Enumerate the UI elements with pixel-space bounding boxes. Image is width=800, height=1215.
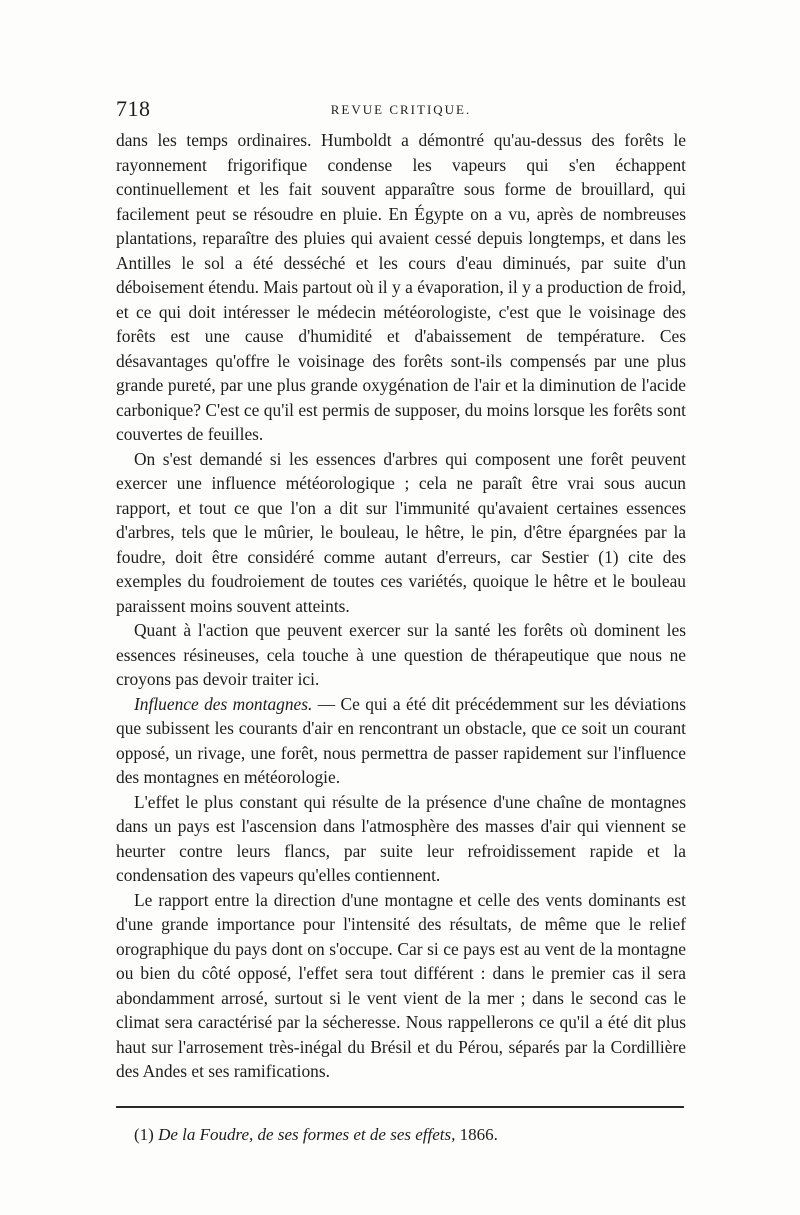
footnote-title: De la Foudre, de ses formes et de ses effets,: [158, 1125, 456, 1144]
paragraph: On s'est demandé si les essences d'arbres qui composent une forêt peuvent exercer une influence météorologique ; cela ne paraît être vrai sous aucun rapport, et tout ce que l'on a dit sur l'immunité qu'avaient certaines essences d'arbres, tels que le mûrier, le bouleau, le hêtre, le pin, d'être épargnées par la foudre, doit être considéré comme autant d'erreurs, car Sestier (1) cite des exemples du foudroiement de toutes ces variétés, quoique le hêtre et le bouleau paraissent moins souvent atteints.: [116, 448, 686, 616]
footnote-divider: [116, 1106, 684, 1108]
footnote-marker: (1): [134, 1125, 154, 1144]
body-text: [116, 128, 686, 1084]
paragraph-text: — Ce qui a été dit précédemment sur les déviations que subissent les courants d'air en rencontrant un obstacle, que ce soit un courant opposé, un rivage, une forêt, nous permettra de passer rapidement sur l'influence des montagnes en météorologie.: [116, 693, 686, 787]
paragraph: Quant à l'action que peuvent exercer sur la santé les forêts où dominent les essences résineuses, cela touche à une question de thérapeutique que nous ne croyons pas devoir traiter ici.: [116, 620, 686, 689]
page-number: 718: [116, 96, 151, 121]
paragraph: Le rapport entre la direction d'une montagne et celle des vents dominants est d'une grande importance pour l'intensité des résultats, de même que le relief orographique du pays dont on s'occupe. Car si ce pays est au vent de la montagne ou bien du côté opposé, l'effet sera tout différent : dans le premier cas il sera abondamment arrosé, surtout si le vent vient de la mer ; dans le second cas le climat sera caractérisé par la sécheresse. Nous rappellerons ce qu'il a été dit plus haut sur l'arrosement très-inégal du Brésil et du Pérou, séparés par la Cordillière des Andes et ses ramifications.: [116, 889, 686, 1081]
paragraph: dans les temps ordinaires. Humboldt a démontré qu'au-dessus des forêts le rayonnement frigorifique condense les vapeurs qui s'en échappent continuellement et les fait souvent apparaître sous forme de brouillard, qui facilement peut se résoudre en pluie. En Égypte on a vu, après de nombreuses plantations, reparaître des pluies qui avaient cessé depuis longtemps, et dans les Antilles le sol a été desséché et les cours d'eau diminués, par suite d'un déboisement étendu. Mais partout où il y a évaporation, il y a production de froid, et ce qui doit intéresser le médecin météorologiste, c'est que le voisinage des forêts est une cause d'humidité et d'abaissement de température. Ces désavantages qu'offre le voisinage des forêts sont-ils compensés par une plus grande pureté, par une plus grande oxygénation de l'air et la diminution de l'acide carbonique? C'est ce qu'il est permis de supposer, du moins lorsque les forêts sont couvertes de feuilles.: [116, 130, 686, 444]
footnote: [134, 1124, 686, 1146]
running-title: REVUE CRITIQUE.: [330, 102, 472, 117]
section-title: Influence des montagnes.: [134, 693, 313, 714]
paragraph: L'effet le plus constant qui résulte de la présence d'une chaîne de montagnes dans un pays est l'ascension dans l'atmosphère des masses d'air qui viennent se heurter contre leurs flancs, par suite leur refroidissement rapide et la condensation des vapeurs qu'elles contiennent.: [116, 791, 686, 885]
paragraph-with-section-title: [116, 692, 686, 790]
footnote-year: 1866.: [459, 1125, 498, 1144]
page-header: [116, 96, 686, 122]
